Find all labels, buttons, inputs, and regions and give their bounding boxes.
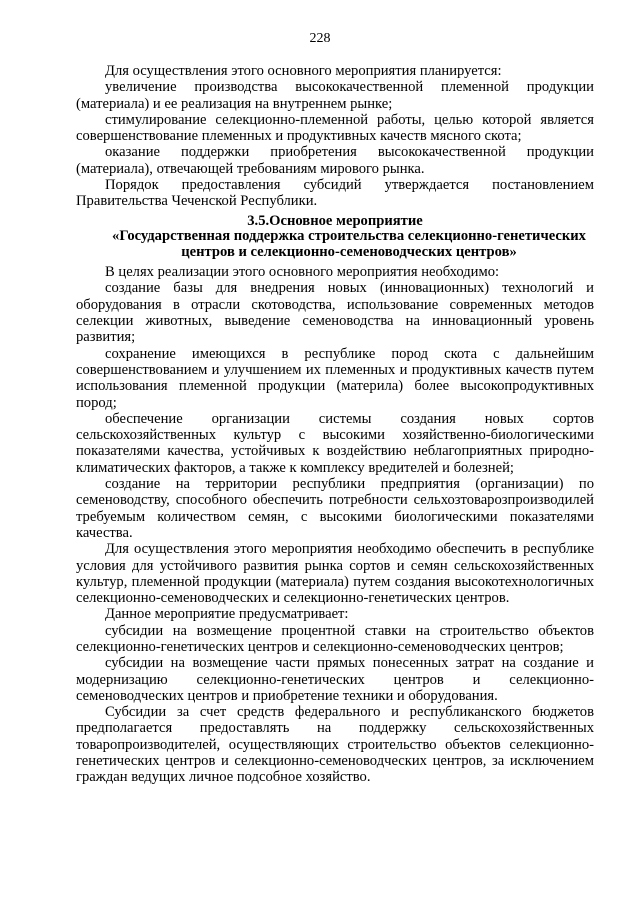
- section-heading-title: «Государственная поддержка строительства селекционно-генетических центров и селекционно-семеноводческих центров»: [112, 228, 586, 260]
- page-number: 228: [309, 31, 331, 46]
- paragraph: Для осуществления этого мероприятия необходимо обеспечить в республике условия для устойчивого развития рынка сортов и семян сельскохозяйственных культур, племенной продукции (материала) путем создания высокотехнологичных селекционно-семеноводческих и селекционно-генетических центров.: [76, 541, 594, 607]
- section-heading-number: 3.5.Основное мероприятие: [247, 212, 423, 229]
- paragraph: Для осуществления этого основного мероприятия планируется:: [105, 63, 502, 79]
- paragraph: создание на территории республики предприятия (организации) по семеноводству, способного обеспечить потребности сельхозтоварозпроизводилей требуемым количеством семян, с высокими биологическими показателями качества.: [76, 476, 594, 541]
- document-body: [76, 63, 594, 786]
- paragraph: увеличение производства высококачественной племенной продукции (материала) и ее реализация на внутреннем рынке;: [76, 79, 594, 112]
- paragraph: субсидии на возмещение части прямых понесенных затрат на создание и модернизацию селекционно-генетических центров и селекционно-семеноводческих центров и приобретение техники и оборудования.: [76, 655, 594, 704]
- paragraph: Порядок предоставления субсидий утверждается постановлением Правительства Чеченской Республики.: [76, 177, 594, 210]
- paragraph: Данное мероприятие предусматривает:: [105, 606, 349, 623]
- paragraph: Субсидии за счет средств федерального и республиканского бюджетов предполагается предоставлять на поддержку сельскохозяйственных товаропроизводителей, осуществляющих строительство объектов селекционно-генетических центров и селекционно-семеноводческих центров, за исключением граждан ведущих личное подсобное хозяйство.: [76, 704, 594, 786]
- paragraph: сохранение имеющихся в республике пород скота с дальнейшим совершенствованием и улучшением их племенных и продуктивных качеств путем использования племенной продукции (материла) более высокопродуктивных пород;: [76, 345, 594, 411]
- paragraph: обеспечение организации системы создания новых сортов сельскохозяйственных культур с высокими хозяйственно-биологическими показателями качества, устойчивых к воздействию неблагоприятных природно-климатических факторов, а также к комплексу вредителей и болезней;: [76, 410, 594, 476]
- paragraph: стимулирование селекционно-племенной работы, целью которой является совершенствование племенных и продуктивных качеств мясного скота;: [76, 111, 594, 145]
- section-heading: [76, 214, 594, 261]
- paragraph: оказание поддержки приобретения высококачественной продукции (материала), отвечающей требованиям мирового рынка.: [76, 144, 594, 177]
- paragraph: создание базы для внедрения новых (инновационных) технологий и оборудования в отрасли скотоводства, использование современных методов селекции животных, выведение семеноводства на инновационный уровень развития;: [76, 280, 594, 346]
- paragraph: В целях реализации этого основного мероприятия необходимо:: [105, 264, 500, 281]
- paragraph: субсидии на возмещение процентной ставки на строительство объектов селекционно-генетических центров и селекционно-семеноводческих центров;: [76, 622, 594, 655]
